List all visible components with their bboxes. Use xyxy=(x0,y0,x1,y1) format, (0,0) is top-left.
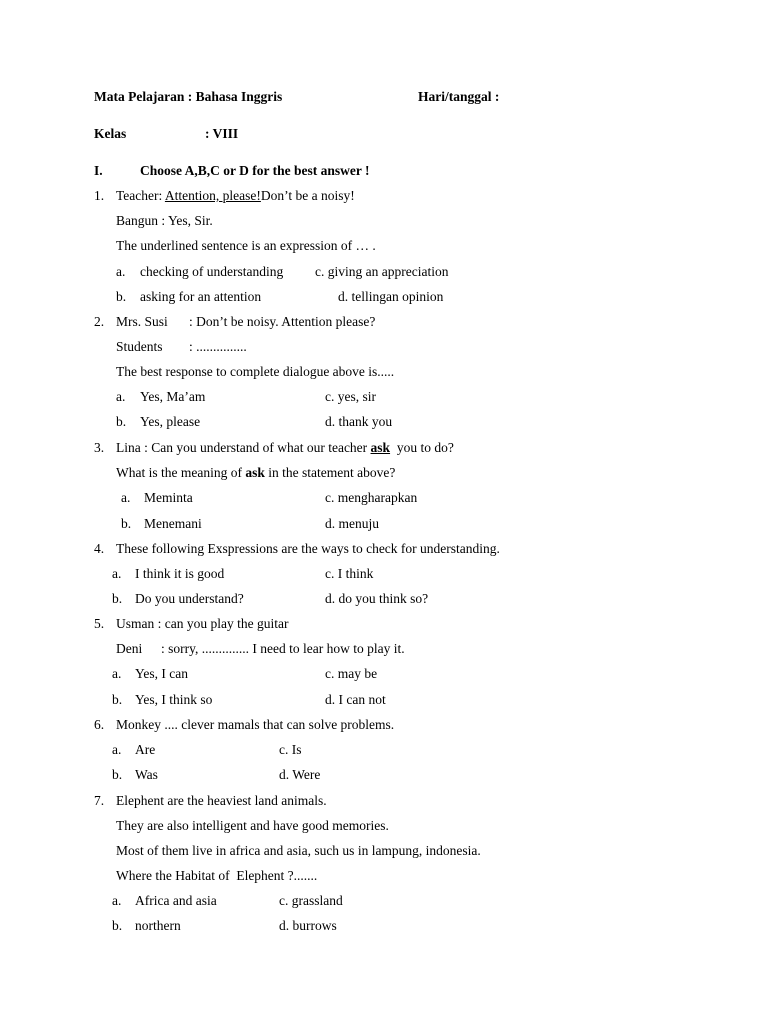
q4-option-b-letter: b. xyxy=(112,591,123,606)
q4-number: 4. xyxy=(94,541,105,556)
q5-option-d: d. I can not xyxy=(325,692,386,707)
q2-option-b: Yes, please xyxy=(140,414,201,429)
q7-option-b: northern xyxy=(135,918,181,933)
q1-option-d: d. tellingan opinion xyxy=(338,289,444,304)
q1-option-b: asking for an attention xyxy=(140,289,262,304)
q6-option-a: Are xyxy=(135,742,156,757)
q1-question: The underlined sentence is an expression of … . xyxy=(116,238,376,253)
q1-underlined-expression: Attention, please! xyxy=(164,188,261,203)
q5-speaker2: Deni xyxy=(116,641,143,656)
q6-question: Monkey .... clever mamals that can solve problems. xyxy=(116,717,395,732)
q4-option-c: c. I think xyxy=(325,566,374,581)
date-label: Hari/tanggal : xyxy=(418,89,500,104)
q6-option-c: c. Is xyxy=(279,742,302,757)
q7-question: Where the Habitat of Elephent ?....... xyxy=(116,868,318,883)
q1-line1 xyxy=(116,187,355,205)
q7-option-d: d. burrows xyxy=(279,918,337,933)
class-value: : VIII xyxy=(205,126,239,141)
q5-option-b-letter: b. xyxy=(112,692,123,707)
q4-option-a: I think it is good xyxy=(135,566,225,581)
q1-option-c: c. giving an appreciation xyxy=(315,264,449,279)
q3-line1-pre: Lina : Can you understand of what our teacher xyxy=(116,440,371,455)
q5-number: 5. xyxy=(94,616,105,631)
q7-line3: Most of them live in africa and asia, such us in lampung, indonesia. xyxy=(116,843,481,858)
q7-line2: They are also intelligent and have good memories. xyxy=(116,818,389,833)
q3-option-b: Menemani xyxy=(144,516,202,531)
q2-question: The best response to complete dialogue above is..... xyxy=(116,364,395,379)
q3-line1-post: you to do? xyxy=(390,440,454,455)
q7-option-a-letter: a. xyxy=(112,893,122,908)
q1-line1-pre: Teacher: xyxy=(116,188,165,203)
q3-question xyxy=(116,464,395,482)
class-label: Kelas xyxy=(94,126,127,141)
q7-option-a: Africa and asia xyxy=(135,893,217,908)
q5-option-c: c. may be xyxy=(325,666,378,681)
q3-question-pre: What is the meaning of xyxy=(116,465,246,480)
q3-line1 xyxy=(116,439,454,457)
q2-option-b-letter: b. xyxy=(116,414,127,429)
q3-option-c: c. mengharapkan xyxy=(325,490,418,505)
q7-line1: Elephent are the heaviest land animals. xyxy=(116,793,327,808)
q5-option-a-letter: a. xyxy=(112,666,122,681)
q2-speaker2: Students xyxy=(116,339,163,354)
q6-option-b: Was xyxy=(135,767,158,782)
section-instruction: Choose A,B,C or D for the best answer ! xyxy=(140,163,370,178)
q2-option-d: d. thank you xyxy=(325,414,393,429)
q4-question: These following Exspressions are the ways to check for understanding. xyxy=(116,541,500,556)
q1-line1-post: Don’t be a noisy! xyxy=(260,188,355,203)
q2-option-a: Yes, Ma’am xyxy=(140,389,206,404)
q1-option-b-letter: b. xyxy=(116,289,127,304)
q6-option-a-letter: a. xyxy=(112,742,122,757)
q4-option-b: Do you understand? xyxy=(135,591,244,606)
q3-option-a: Meminta xyxy=(144,490,193,505)
q7-number: 7. xyxy=(94,793,105,808)
q2-option-c: c. yes, sir xyxy=(325,389,376,404)
q4-option-d: d. do you think so? xyxy=(325,591,429,606)
q3-question-post: in the statement above? xyxy=(264,465,396,480)
q2-line1: : Don’t be noisy. Attention please? xyxy=(189,314,376,329)
q3-option-a-letter: a. xyxy=(121,490,131,505)
q3-question-keyword: ask xyxy=(245,465,265,480)
q5-line1: Usman : can you play the guitar xyxy=(116,616,289,631)
q3-keyword: ask xyxy=(370,440,391,455)
q7-option-c: c. grassland xyxy=(279,893,343,908)
q1-line2: Bangun : Yes, Sir. xyxy=(116,213,213,228)
q2-line2: : ............... xyxy=(189,339,247,354)
q1-option-a-letter: a. xyxy=(116,264,126,279)
q2-option-a-letter: a. xyxy=(116,389,126,404)
q5-option-b: Yes, I think so xyxy=(135,692,213,707)
section-number: I. xyxy=(94,163,103,178)
q7-option-b-letter: b. xyxy=(112,918,123,933)
q3-number: 3. xyxy=(94,440,105,455)
q1-option-a: checking of understanding xyxy=(140,264,284,279)
subject-label: Mata Pelajaran : Bahasa Inggris xyxy=(94,89,283,104)
q3-option-d: d. menuju xyxy=(325,516,379,531)
q5-line2: : sorry, .............. I need to lear how to play it. xyxy=(161,641,405,656)
q6-option-d: d. Were xyxy=(279,767,321,782)
q6-option-b-letter: b. xyxy=(112,767,123,782)
q3-option-b-letter: b. xyxy=(121,516,132,531)
q2-number: 2. xyxy=(94,314,105,329)
q2-speaker1: Mrs. Susi xyxy=(116,314,168,329)
q4-option-a-letter: a. xyxy=(112,566,122,581)
q1-number: 1. xyxy=(94,188,105,203)
q5-option-a: Yes, I can xyxy=(135,666,188,681)
q6-number: 6. xyxy=(94,717,105,732)
